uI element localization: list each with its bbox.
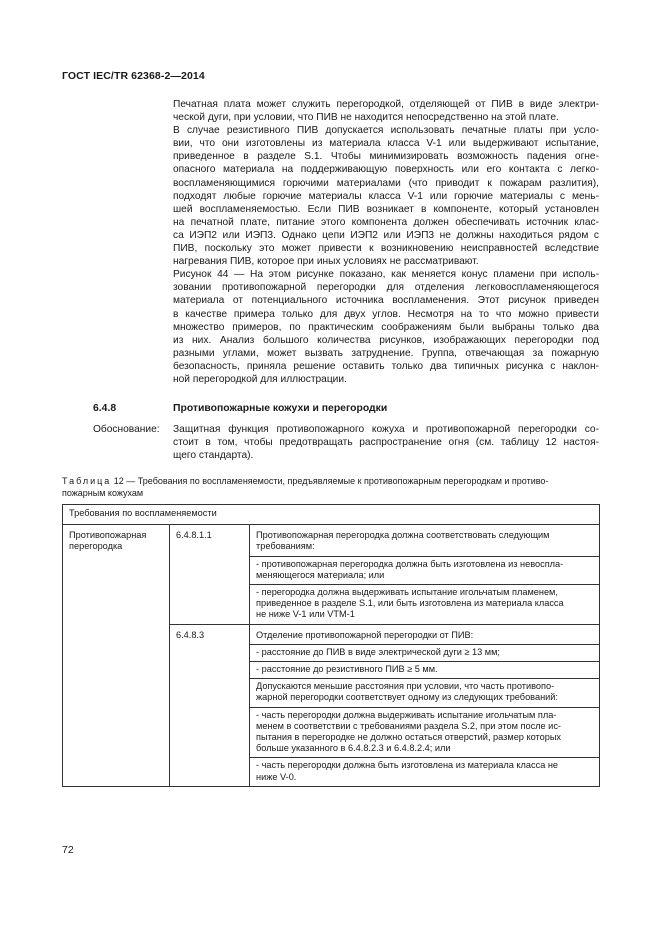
table-caption xyxy=(62,476,599,499)
requirement-line: менем в соответствии с требованиями раздела S.2, при этом после ис- xyxy=(256,720,561,731)
text-line: Рисунок 44 — На этом рисунке показано, как меняется конус пламени при исполь- xyxy=(173,269,599,281)
text-line: са ИЭП2 или ИЭП3. Однако цепи ИЭП2 или ИЭП3 не должны находиться рядом с xyxy=(173,229,599,241)
text-line: воспламеняющимися горючими материалами (что приводит к пожарам разлития), xyxy=(173,177,599,189)
clause-cell: 6.4.8.3 xyxy=(170,624,250,786)
text-line: нагревания ПИВ, которое при иных условиях не рассматривают. xyxy=(173,256,479,268)
section-title: Противопожарные кожухи и перегородки xyxy=(173,403,388,414)
text-line: ПИВ, поскольку это может привести к возникновению неисправностей вследствие xyxy=(173,243,599,255)
row-label-cell xyxy=(63,525,170,787)
requirement-item xyxy=(250,530,599,552)
requirement-line: - часть перегородки должна выдерживать испытание игольчатым пла- xyxy=(256,709,557,720)
caption-text: 12 — Требования по воспламеняемости, предъявляемые к противопожарным перегородкам и противо- xyxy=(111,476,549,486)
text-line: приведенное в разделе S.1. Чтобы минимизировать возможность падения огне- xyxy=(173,151,599,163)
requirement-item xyxy=(250,757,599,782)
section-number: 6.4.8 xyxy=(93,403,117,414)
flammability-requirements-table xyxy=(62,504,600,787)
requirement-cell xyxy=(250,525,600,624)
requirement-item xyxy=(250,584,599,621)
text-line: шей воспламеняемостью. Если ПИВ возникает в компоненте, который установлен xyxy=(173,203,599,215)
intro-text xyxy=(173,98,599,386)
justification-label: Обоснование: xyxy=(93,424,160,435)
text-line: разными углами, может вызвать затруднение. Группа, отвечающая за пожарную xyxy=(173,347,599,359)
justification-text xyxy=(173,423,599,462)
requirement-item xyxy=(250,644,599,658)
text-line: множество примеров, по практическим соображениям были выбраны только два xyxy=(173,321,599,333)
text-line: на печатной плате, питание этого компонента должен обеспечивать источник клас- xyxy=(173,216,599,228)
requirement-item xyxy=(250,707,599,755)
requirement-line: - перегородка должна выдерживать испытание игольчатым пламенем, xyxy=(256,587,558,598)
requirement-line: больше указанного в 6.4.8.2.3 и 6.4.8.2.4; или xyxy=(256,743,451,754)
table-header-row xyxy=(63,505,600,525)
requirement-line: - противопожарная перегородка должна быть изготовлена из невоспла- xyxy=(256,558,564,569)
text-line: В случае резистивного ПИВ допускается использовать печатные платы при усло- xyxy=(173,125,599,137)
text-line: вии, что они изготовлены из материала класса V-1 или выдерживают испытание, xyxy=(173,138,599,150)
requirement-cell xyxy=(250,624,600,786)
text-line: из них. Анализ большого количества рисунков, изображающих перегородки под xyxy=(173,334,599,346)
requirement-line: Допускаются меньшие расстояния при условии, что часть противопо- xyxy=(256,681,555,692)
caption-text-line2: пожарным кожухам xyxy=(62,487,144,498)
requirement-line: требованиям: xyxy=(256,541,315,552)
requirement-item xyxy=(250,678,599,703)
requirement-line: ниже V-0. xyxy=(256,771,297,782)
text-line: Защитная функция противопожарного кожуха и противопожарной перегородки со- xyxy=(173,424,599,435)
requirement-line: - расстояние до ПИВ в виде электрической дуги ≥ 13 мм; xyxy=(256,646,500,657)
requirement-line: пытания в перегородке не должно остаться отверстий, размер которых xyxy=(256,732,562,743)
requirement-item xyxy=(250,556,599,581)
requirement-line: - часть перегородки должна быть изготовлена из материала класса не xyxy=(256,760,559,771)
requirement-line: не ниже V-1 или VTM-1 xyxy=(256,609,355,620)
text-line: щего стандарта). xyxy=(173,450,254,462)
text-line: материала от потенциального источника воспламенения. Этот рисунок приведен xyxy=(173,295,599,307)
requirement-line: Отделение противопожарной перегородки от ПИВ: xyxy=(256,629,474,640)
text-line: безопасность, приняла решение оставить только два типичных рисунка с наклон- xyxy=(173,360,599,372)
caption-label: Таблица xyxy=(62,476,112,486)
requirement-line: - расстояние до резистивного ПИВ ≥ 5 мм. xyxy=(256,664,438,675)
row-label-line: Противопожарная xyxy=(69,530,147,541)
text-line: ной перегородкой для иллюстрации. xyxy=(173,373,347,385)
text-line: стоит в том, чтобы предотвращать распространение огня (см. таблицу 12 настоя- xyxy=(173,437,599,449)
table-row xyxy=(63,525,600,624)
text-line: подходят любые горючие материалы класса V-1 или горючие материалы с мень- xyxy=(173,190,599,202)
requirement-line: жарной перегородки соответствует одному из следующих требований: xyxy=(256,692,558,703)
row-label-line: перегородка xyxy=(69,541,123,552)
clause-cell: 6.4.8.1.1 xyxy=(170,525,250,624)
requirement-line: Противопожарная перегородка должна соответствовать следующим xyxy=(256,530,550,541)
text-line: зовании противопожарной перегородки для отделения легковоспламеняющегося xyxy=(173,282,599,294)
table-header-cell: Требования по воспламеняемости xyxy=(63,505,600,525)
text-line: в качестве примера только для двух углов. Несмотря на то что можно привести xyxy=(173,308,599,320)
requirement-item xyxy=(250,630,599,641)
text-line: Печатная плата может служить перегородкой, отделяющей от ПИВ в виде электри- xyxy=(173,99,599,110)
document-header: ГОСТ IEC/TR 62368-2—2014 xyxy=(62,70,205,82)
requirement-item xyxy=(250,661,599,675)
requirement-line: приведенное в разделе S.1, или быть изготовлена из материала класса xyxy=(256,598,564,609)
text-line: ческой дуги, при условии, что ПИВ не находится непосредственно на этой плате. xyxy=(173,112,559,124)
requirement-line: меняющегося материала; или xyxy=(256,569,385,580)
text-line: опасного материала на поддерживающую поверхность или его контакта с легко- xyxy=(173,164,599,176)
page-number: 72 xyxy=(62,844,74,856)
